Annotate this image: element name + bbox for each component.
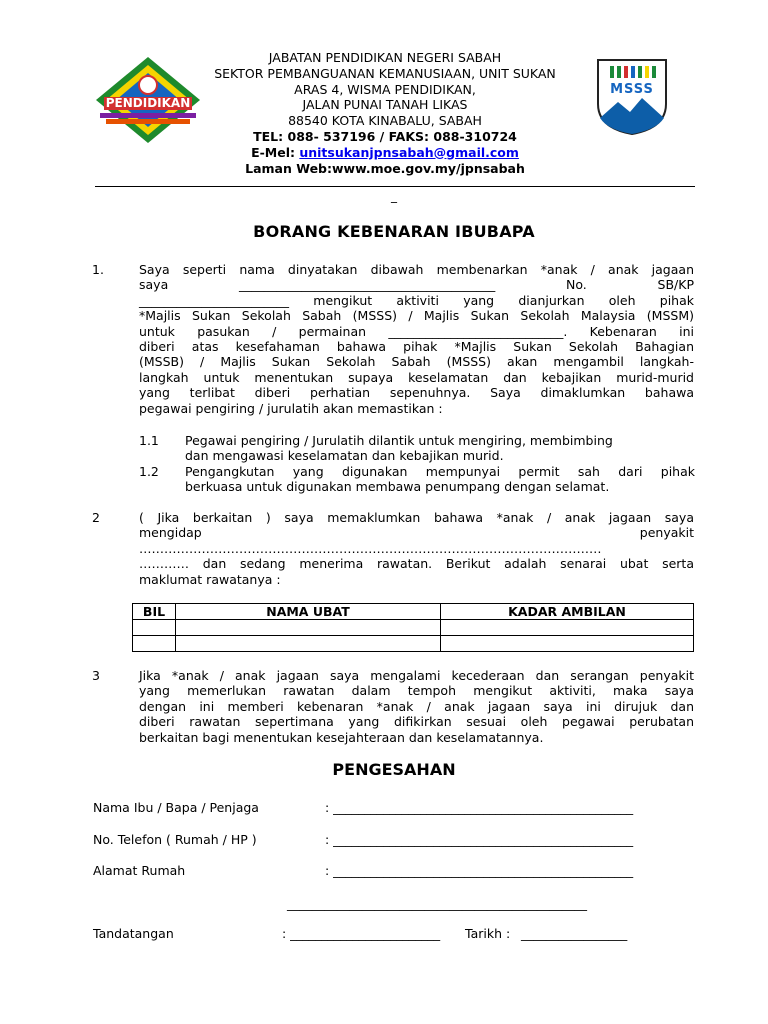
section-1-line: diberi atas kesefahaman bahawa pihak *Majlis Sukan Sekolah Bahagian [139,339,694,355]
table-cell[interactable] [133,636,176,652]
parent-name-label: Nama Ibu / Bapa / Penjaga [93,800,259,815]
section-3-line: dengan ini memberi kebenaran *anak / anak jagaan saya ini dirujuk dan [139,698,694,714]
section-1-line: yang terlibat diberi perhatian sepenuhnya. Saya dimaklumkan bahawa [139,385,694,401]
section-3-line: yang memerlukan rawatan dalam tempoh mengikut aktiviti, maka saya [139,683,694,699]
section-1-line: pegawai pengiring / jurulatih akan memastikan : [139,400,443,416]
section-3-line: diberi rawatan sepertimana yang difikirkan sesuai oleh pegawai perubatan [139,714,694,730]
col-nama-ubat: NAMA UBAT [176,604,441,620]
section-1-line: langkah untuk menentukan supaya keselamatan dan kebajikan murid-murid [139,369,694,385]
header-email-row [150,145,620,161]
item-1-1-number: 1.1 [139,433,159,448]
signature-label: Tandatangan [93,926,174,941]
header-divider [95,186,695,187]
section-1-text [139,262,694,416]
section-2-line: mengidap penyakit [139,525,694,541]
web-label: Laman Web: [245,160,332,176]
header-line: SEKTOR PEMBANGUANAN KEMANUSIAAN, UNIT SUKAN [214,65,556,81]
table-row [133,620,694,636]
address-field[interactable]: : ________________________________________________ [325,863,634,878]
item-1-2-number: 1.2 [139,464,159,479]
section-3-number: 3 [92,668,100,683]
section-1-line: ________________________ mengikut aktiviti yang dianjurkan oleh pihak [139,292,694,308]
table-cell[interactable] [441,620,694,636]
section-2-number: 2 [92,510,100,525]
section-3-line: Jika *anak / anak jagaan saya mengalami kecederaan dan serangan penyakit [139,668,694,683]
item-1-2-text [185,464,695,495]
form-title: BORANG KEBENARAN IBUBAPA [253,222,535,241]
table-cell[interactable] [133,620,176,636]
header-web-row [150,161,620,177]
pengesahan-title: PENGESAHAN [332,760,456,779]
section-1-number: 1. [92,262,104,277]
section-1-line: untuk pasukan / permainan ____________________________. Kebenaran ini [139,323,694,339]
section-2-line: ………… dan sedang menerima rawatan. Berikut adalah senarai ubat serta [139,556,694,572]
item-1-1-text [185,433,695,464]
table-header-row [133,604,694,620]
web-address[interactable]: www.moe.gov.my/jpnsabah [332,160,525,176]
medication-table [132,603,694,652]
table-cell[interactable] [176,636,441,652]
header-line: JALAN PUNAI TANAH LIKAS [302,97,468,113]
signature-field[interactable]: : ________________________ [282,926,441,941]
table-cell[interactable] [441,636,694,652]
section-1-line: *Majlis Sukan Sekolah Sabah (MSSS) / Majlis Sukan Sekolah Malaysia (MSSM) [139,308,694,324]
table-row [133,636,694,652]
jpn-logo-text: PENDIDIKAN [105,96,191,110]
col-bil: BIL [133,604,176,620]
msss-logo-text: MSSS [610,82,654,97]
section-1-line: saya _________________________________________ No. SB/KP [139,277,694,293]
email-label: E-Mel: [251,144,300,160]
header-tel-faks: TEL: 088- 537196 / FAKS: 088-310724 [253,128,517,144]
section-3-text [139,668,694,745]
header-line: JABATAN PENDIDIKAN NEGERI SABAH [268,50,502,65]
email-link[interactable]: unitsukanjpnsabah@gmail.com [299,144,519,160]
date-label: Tarikh : [465,926,511,941]
section-1-line: Saya seperti nama dinyatakan dibawah membenarkan *anak / anak jagaan [139,262,694,277]
parent-name-field[interactable]: : ________________________________________________ [325,800,634,815]
section-1-line: (MSSB) / Majlis Sukan Sekolah Sabah (MSSS) akan mengambil langkah- [139,354,694,370]
section-2-text [139,510,694,587]
phone-field[interactable]: : ________________________________________________ [325,832,634,847]
col-kadar-ambilan: KADAR AMBILAN [441,604,694,620]
letterhead [150,50,620,176]
address-line-2[interactable]: ________________________________________________ [287,896,587,911]
section-2-line: ( Jika berkaitan ) saya memaklumkan bahawa *anak / anak jagaan saya [139,510,694,525]
section-2-line: maklumat rawatanya : [139,571,281,587]
item-line: Pegawai pengiring / Jurulatih dilantik untuk mengiring, membimbing [185,433,613,448]
item-line: Pengangkutan yang digunakan mempunyai permit sah dari pihak [185,464,695,479]
date-field[interactable]: _________________ [521,926,628,941]
header-line: 88540 KOTA KINABALU, SABAH [288,113,482,129]
address-label: Alamat Rumah [93,863,186,878]
section-2-dotted-line: ………………………………………………………………………………………………… [139,540,602,556]
header-line: ARAS 4, WISMA PENDIDIKAN, [294,81,476,97]
table-cell[interactable] [176,620,441,636]
phone-label: No. Telefon ( Rumah / HP ) [93,832,257,847]
item-line: berkuasa untuk digunakan membawa penumpang dengan selamat. [185,479,610,495]
section-3-line: berkaitan bagi menentukan kesejahteraan dan keselamatannya. [139,729,544,745]
header-divider-dash: _ [391,189,397,203]
item-line: dan mengawasi keselamatan dan kebajikan murid. [185,448,504,464]
